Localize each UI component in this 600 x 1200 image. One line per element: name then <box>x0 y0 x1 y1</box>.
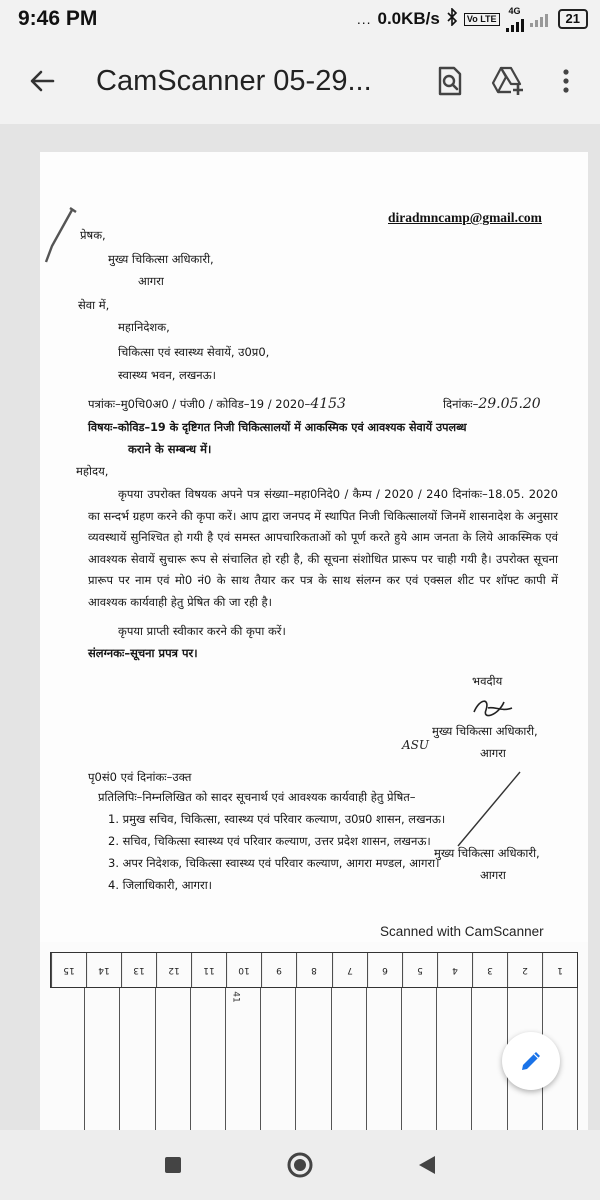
signal-icon-secondary <box>530 11 548 27</box>
battery-indicator: 21 <box>558 9 588 29</box>
reference-number-handwritten: 4153 <box>310 396 346 412</box>
signatory-city: आगरा <box>480 746 506 760</box>
triangle-back-icon <box>417 1154 437 1176</box>
status-indicators <box>357 7 588 32</box>
copy-list-item-1: 1. प्रमुख सचिव, चिकित्सा, स्वास्थ्य एवं परिवार कल्याण, उ0प्र0 शासन, लखनऊ। <box>108 812 446 826</box>
document-page-1 <box>40 152 588 1050</box>
yours-faithfully: भवदीय <box>472 674 503 688</box>
pen-mark-scribble <box>42 206 82 266</box>
arrow-left-icon <box>29 68 55 94</box>
reference-number <box>88 396 346 412</box>
column-number: 6 <box>367 953 402 987</box>
drive-add-icon <box>491 66 525 96</box>
page-number: 41 <box>230 991 241 1003</box>
letter-date <box>443 396 541 412</box>
signal-icon <box>506 16 524 32</box>
status-bar <box>0 0 600 38</box>
column-number: 10 <box>226 953 261 987</box>
copy-list-item-3: 3. अपर निदेशक, चिकित्सा स्वास्थ्य एवं परिवार कल्याण, आगरा मण्डल, आगरा। <box>108 856 440 870</box>
circle-home-icon <box>286 1151 314 1179</box>
home-button[interactable] <box>280 1145 320 1185</box>
to-label: सेवा में, <box>78 298 110 312</box>
column-number: 13 <box>121 953 156 987</box>
more-options-button[interactable] <box>546 61 586 101</box>
date-label: दिनांकः– <box>443 397 479 411</box>
column-number: 1 <box>542 953 577 987</box>
recipient-dept: चिकित्सा एवं स्वास्थ्य सेवायें, उ0प्र0, <box>118 345 270 359</box>
lens-search-button[interactable] <box>430 61 470 101</box>
document-title: CamScanner 05-29... <box>96 64 372 97</box>
column-number: 2 <box>507 953 542 987</box>
column-number: 11 <box>191 953 226 987</box>
signatory-title: मुख्य चिकित्सा अधिकारी, <box>432 724 538 738</box>
app-actions <box>430 61 586 101</box>
column-number: 12 <box>156 953 191 987</box>
square-icon <box>164 1156 182 1174</box>
table-header-row <box>50 952 578 988</box>
copy-reference: पृ0सं0 एवं दिनांकः–उक्त <box>88 770 192 784</box>
sender-name: मुख्य चिकित्सा अधिकारी, <box>108 252 214 266</box>
column-number: 4 <box>437 953 472 987</box>
edit-fab-button[interactable] <box>502 1032 560 1090</box>
copy-list-item-2: 2. सचिव, चिकित्सा स्वास्थ्य एवं परिवार कल्याण, उत्तर प्रदेश शासन, लखनऊ। <box>108 834 431 848</box>
column-number: 15 <box>51 953 86 987</box>
column-number: 14 <box>86 953 121 987</box>
subject-line-1: विषयः–कोविड–19 के दृष्टिगत निजी चिकित्सालयों में आकस्मिक एवं आवश्यक सेवायें उपलब्ध <box>88 421 467 434</box>
date-handwritten: 29.05.20 <box>478 396 541 412</box>
pen-stroke-mark <box>454 770 524 848</box>
reference-number-text: पत्रांकः–मु0चि0अ0 / पंजी0 / कोविड–19 / 2020– <box>88 397 311 411</box>
system-nav-bar <box>0 1130 600 1200</box>
column-number: 7 <box>332 953 367 987</box>
initials-handwritten: ASU <box>402 738 429 752</box>
copy-intro: प्रतिलिपिः–निम्नलिखित को सादर सूचनार्थ एवं आवश्यक कार्यवाही हेतु प्रेषित– <box>98 790 416 804</box>
document-page-2 <box>40 942 588 1130</box>
app-bar <box>0 38 600 124</box>
more-vert-icon <box>562 68 570 94</box>
network-speed: 0.0KB/s <box>377 9 440 28</box>
back-button[interactable] <box>18 57 66 105</box>
status-time: 9:46 PM <box>18 7 98 30</box>
pencil-icon <box>518 1048 544 1074</box>
enclosure-line: संलग्नकः–सूचना प्रपत्र पर। <box>88 646 198 660</box>
recipient-address: स्वास्थ्य भवन, लखनऊ। <box>118 368 216 382</box>
table-body-columns <box>50 988 578 1130</box>
footer-signatory-city: आगरा <box>480 868 506 882</box>
copy-list-item-4: 4. जिलाधिकारी, आगरा। <box>108 878 213 892</box>
document-viewer[interactable] <box>0 124 600 1130</box>
status-dots: ... <box>356 11 372 27</box>
email-address: diradmncamp@gmail.com <box>388 210 542 225</box>
document-search-icon <box>437 66 463 96</box>
signal-1-group <box>506 7 524 32</box>
sender-city: आगरा <box>138 274 164 288</box>
network-type: 4G <box>508 5 521 16</box>
bluetooth-icon <box>446 8 458 31</box>
column-number: 8 <box>296 953 331 987</box>
body-paragraph: कृपया उपरोक्त विषयक अपने पत्र संख्या–महा0निदे0 / कैम्प / 2020 / 240 दिनांकः–18.05. 2020 का सन्दर्भ ग्रहण करने की कृपा करें। आप द्वारा जनपद में स्थापित निजी चिकित्सालयों जिनमें शासनादेश के अनुसार व्यवस्थायें सुनिश्चित हो गयी है एवं समस्त आपचारिकताओं को पूर्ण करते हुये आम जनता के लिये आकस्मिक एवं आवश्यक सेवायें सुचारू रूप से संचालित हो रही है, की सूचना संशोधित प्रारूप पर चाही गयी है। उपरोक्त सूचना प्रारूप पर नाम एवं मो0 नं0 के साथ तैयार कर पत्र के साथ संलग्न कर एवं एक्सल शीट पर शॉफ्ट कापी में आवश्यक कार्यवाही हेतु प्रेषित की जा रही है। <box>88 487 558 609</box>
recents-button[interactable] <box>153 1145 193 1185</box>
footer-signatory-title: मुख्य चिकित्सा अधिकारी, <box>434 846 540 860</box>
column-number: 3 <box>472 953 507 987</box>
salutation: महोदय, <box>76 464 109 478</box>
subject-line-2: कराने के सम्बन्ध में। <box>128 442 212 456</box>
volte-badge: Vo LTE <box>464 13 500 26</box>
signature <box>468 694 518 726</box>
column-number: 9 <box>261 953 296 987</box>
camscanner-watermark: Scanned with CamScanner <box>380 924 544 939</box>
add-to-drive-button[interactable] <box>488 61 528 101</box>
recipient-title: महानिदेशक, <box>118 320 170 334</box>
nav-back-button[interactable] <box>407 1145 447 1185</box>
sender-label: प्रेषक, <box>80 228 106 242</box>
request-line: कृपया प्राप्ती स्वीकार करने की कृपा करें। <box>118 624 286 638</box>
column-number: 5 <box>402 953 437 987</box>
